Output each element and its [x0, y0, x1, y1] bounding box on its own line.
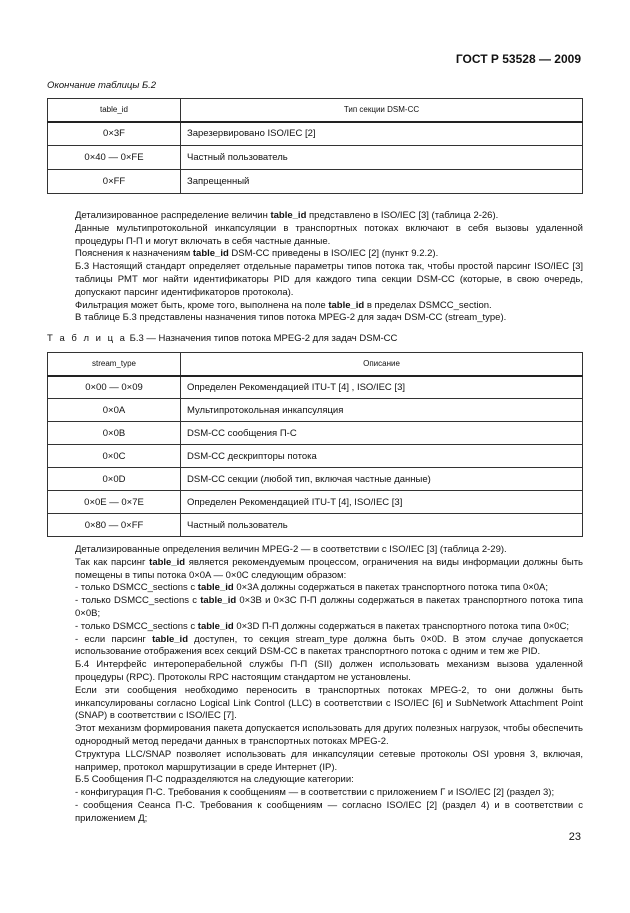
table-cell: 0×00 — 0×09 [48, 376, 181, 399]
table1-header-type: Тип секции DSM-CC [181, 99, 583, 122]
paragraph: Б.5 Сообщения П-С подразделяются на следующие категории: [75, 774, 354, 786]
text: 0×3D П-П должны содержаться в пакетах транспортного потока типа 0×0C; [233, 620, 570, 632]
paragraph: Если эти сообщения необходимо переносить в транспортных потоках MPEG-2, то они должны быть инкапсулированы согласно Logical Link Control (LLC) в соответствии с ISO/IEC [6] и SubNetwork Attachment Point (SNAP) в соответствии с ISO/IEC [7]. [75, 684, 583, 722]
text: table_id [328, 299, 365, 311]
table2-caption [47, 333, 397, 344]
text: Пояснения к назначениям [75, 248, 193, 260]
paragraph [47, 582, 583, 595]
text: - только DSMCC_sections с [75, 582, 198, 594]
table-row [48, 491, 583, 514]
text: Б.3 — Назначения типов потока MPEG-2 для задач DSM-CC [126, 333, 398, 344]
table-cell: 0×0C [48, 445, 181, 468]
table-row [48, 376, 583, 399]
text: table_id [152, 633, 188, 645]
text: table_id [197, 620, 234, 632]
table-row [48, 170, 583, 194]
text: table_id [197, 582, 234, 594]
text: в пределах DSMCC_section. [364, 299, 492, 311]
paragraph [47, 595, 583, 621]
paragraph: - сообщения Сеанса П-С. Требования к сообщениям — согласно ISO/IEC [2] (раздел 4) и в соответствии с приложением Д; [75, 799, 583, 824]
text: DSM-CC приведены в ISO/IEC [2] (пункт 9.2.2). [228, 248, 439, 260]
text: - только DSMCC_sections с [75, 620, 198, 632]
table-cell: Зарезервировано ISO/IEC [2] [181, 122, 583, 146]
table-cell: DSM-CC секции (любой тип, включая частные данные) [181, 468, 583, 491]
table-cell: Мультипротокольная инкапсуляция [181, 399, 583, 422]
table-cell: Частный пользователь [181, 146, 583, 170]
table-cell: 0×40 — 0×FE [48, 146, 181, 170]
text: Так как парсинг [75, 556, 150, 568]
paragraph [47, 634, 583, 660]
table-cell: 0×FF [48, 170, 181, 194]
table-cell: Запрещенный [181, 170, 583, 194]
table-row [48, 122, 583, 146]
text: table_id [270, 210, 307, 221]
paragraph [47, 210, 583, 223]
text: table_id [149, 556, 186, 568]
paragraph [47, 621, 583, 634]
table-row [48, 422, 583, 445]
table-row [48, 468, 583, 491]
text: доступен, то секция stream_type должна быть 0×0D. В этом случае допускается использование отображения всех секций DSM-CC в пакетах транспортного потока с одним и тем же PID. [75, 633, 583, 658]
paragraph: Детализированные определения величин MPEG-2 — в соответствии с ISO/IEC [3] (таблица 2-29). [75, 544, 507, 555]
text: Фильтрация может быть, кроме того, выполнена на поле [75, 299, 329, 311]
table-cell: 0×0E — 0×7E [48, 491, 181, 514]
table-cell: 0×0A [48, 399, 181, 422]
table1 [47, 98, 583, 194]
table-cell: 0×3F [48, 122, 181, 146]
table1-header-id: table_id [48, 99, 181, 122]
text: table_id [200, 595, 237, 607]
table-cell: 0×80 — 0×FF [48, 514, 181, 537]
table-cell: DSM-CC сообщения П-С [181, 422, 583, 445]
page-number: 23 [568, 831, 581, 843]
paragraph: Б.4 Интерфейс интероперабельной службы П-П (SII) должен использовать механизм вызова удаленной процедуры (RPC). Протоколы RPC настоящим стандартом не установлены. [75, 659, 583, 683]
table2-header-desc: Описание [181, 353, 583, 376]
text: 0×3B и 0×3C П-П должны содержаться в пакетах транспортного потока типа 0×0B; [75, 595, 583, 619]
text: 0×3A должны содержаться в пакетах транспортного потока типа 0×0A; [233, 582, 549, 594]
paragraph: Данные мультипротокольной инкапсуляции в транспортных потоках включают в себя вызовы удаленной процедуры П-П и могут включать в себя частные данные. [75, 222, 583, 247]
text-block-2 [47, 544, 583, 826]
document-id: ГОСТ Р 53528 — 2009 [455, 52, 581, 66]
text: Т а б л и ц а [47, 333, 127, 344]
text: Детализированное распределение величин [75, 210, 271, 221]
table-cell: Частный пользователь [181, 514, 583, 537]
table-cell: 0×0B [48, 422, 181, 445]
text: - только DSMCC_sections с [75, 595, 201, 607]
table-cell: 0×0D [48, 468, 181, 491]
table-row [48, 146, 583, 170]
paragraph [47, 300, 583, 313]
text: table_id [192, 248, 229, 260]
table2 [47, 352, 583, 537]
table1-caption: Окончание таблицы Б.2 [47, 80, 157, 91]
table-cell: Определен Рекомендацией ITU-T [4], ISO/IEC [3] [181, 491, 583, 514]
table-row [48, 514, 583, 537]
paragraph: Этот механизм формирования пакета допускается использовать для других полезных нагрузок, чтобы обеспечить однородный метод передачи данных в транспортных потоках MPEG-2. [75, 723, 583, 747]
paragraph [47, 248, 583, 261]
paragraph: Б.3 Настоящий стандарт определяет отдельные параметры типов потока так, чтобы простой парсинг ISO/IEC [3] таблицы PMT мог найти идентификаторы PID для каждого типа секции DSM-CC (которые, в свою очередь, допускают парсинг идентификаторов протокола). [75, 261, 583, 298]
paragraph: В таблице Б.3 представлены назначения типов потока MPEG-2 для задач DSM-CC (stream_type). [75, 312, 507, 324]
text: представлено в ISO/IEC [3] (таблица 2-26). [306, 210, 499, 221]
table2-header-type: stream_type [48, 353, 181, 376]
paragraph [47, 557, 583, 583]
table-row [48, 445, 583, 468]
table-cell: DSM-CC дескрипторы потока [181, 445, 583, 468]
paragraph: Структура LLC/SNAP позволяет использовать для инкапсуляции сетевые протоколы OSI уровня 3, включая, например, протокол маршрутизации в среде Интернет (IP). [75, 748, 583, 773]
text: является рекомендуемым процессом, ограничения на виды информации должны быть помещены в типы потока 0×0A — 0×0C следующим образом: [75, 556, 583, 581]
table-cell: Определен Рекомендацией ITU-T [4] , ISO/IEC [3] [181, 376, 583, 399]
text-block-1 [47, 210, 583, 325]
text: - если парсинг [75, 633, 153, 645]
paragraph: - конфигурация П-С. Требования к сообщениям — в соответствии с приложением Г и ISO/IEC [2] (раздел 3); [75, 787, 555, 799]
table-row [48, 399, 583, 422]
